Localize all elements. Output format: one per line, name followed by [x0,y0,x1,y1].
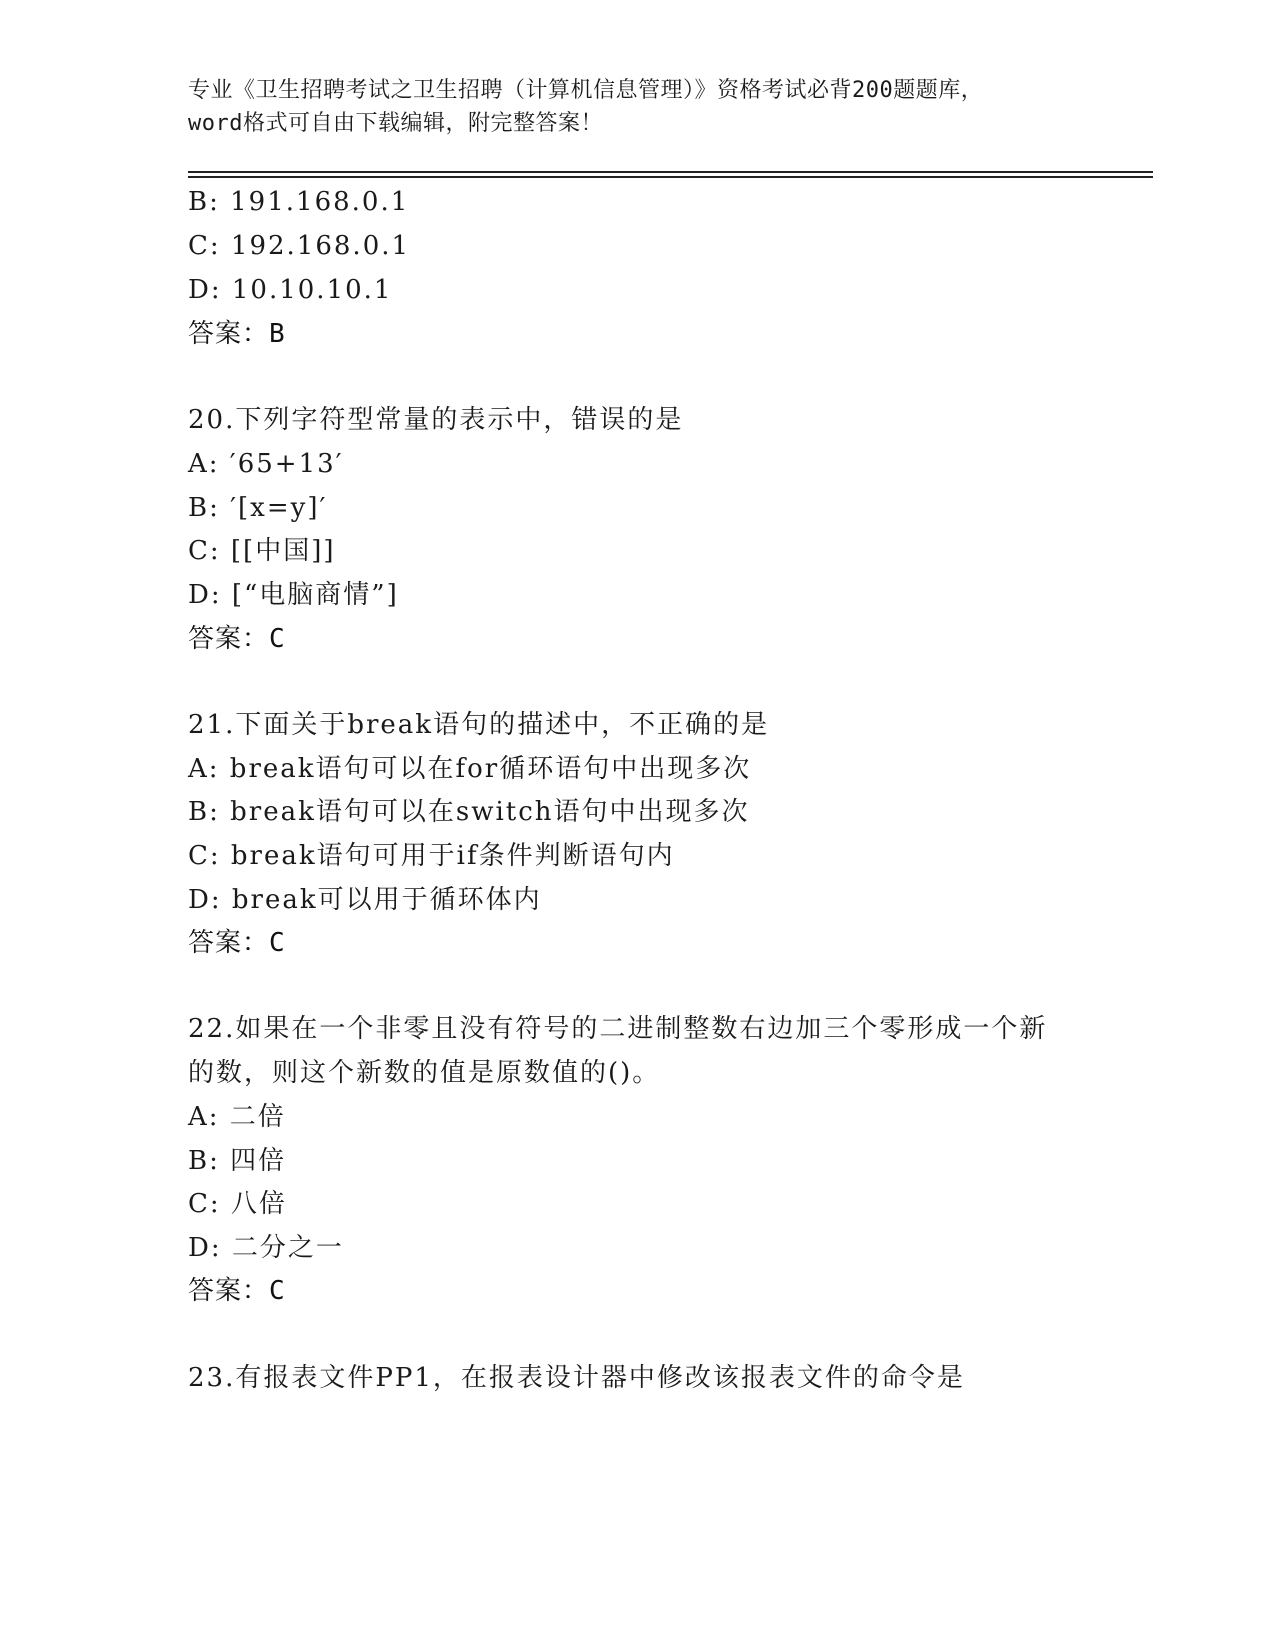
q20-option-b: B: ′[x=y]′ [188,493,328,523]
q21-option-c: C: break语句可用于if条件判断语句内 [188,841,675,871]
q21-stem: 21.下面关于break语句的描述中，不正确的是 [188,710,770,740]
q21-option-d: D: break可以用于循环体内 [188,885,542,915]
q22-stem-line-1: 22.如果在一个非零且没有符号的二进制整数右边加三个零形成一个新 [188,1014,1048,1044]
q21-option-a: A: break语句可以在for循环语句中出现多次 [188,754,752,784]
q20-stem: 20.下列字符型常量的表示中，错误的是 [188,405,684,435]
prev-option-b: B: 191.168.0.1 [188,187,410,217]
header-divider-top [188,171,1153,173]
q22-option-a: A: 二倍 [188,1102,286,1132]
document-header [188,74,1088,140]
q22-option-c: C: 八倍 [188,1189,287,1219]
prev-option-c: C: 192.168.0.1 [188,231,411,261]
q21-answer: 答案：C [188,928,286,958]
header-divider-bottom [188,176,1153,178]
q22-answer: 答案：C [188,1276,286,1306]
prev-option-d: D: 10.10.10.1 [188,275,393,305]
prev-answer: 答案：B [188,319,286,349]
q22-stem-line-2: 的数，则这个新数的值是原数值的()。 [188,1058,661,1088]
q22-option-d: D: 二分之一 [188,1233,344,1263]
q21-option-b: B: break语句可以在switch语句中出现多次 [188,797,750,827]
q20-option-c: C: [[中国]] [188,536,336,566]
q20-answer: 答案：C [188,624,286,654]
q23-stem: 23.有报表文件PP1，在报表设计器中修改该报表文件的命令是 [188,1363,965,1393]
header-line-2: word格式可自由下载编辑，附完整答案！ [188,111,603,136]
q20-option-a: A: ′65+13′ [188,449,344,479]
q22-option-b: B: 四倍 [188,1146,287,1176]
header-line-1: 专业《卫生招聘考试之卫生招聘（计算机信息管理）》资格考试必背200题题库， [188,78,984,103]
q20-option-d: D: [“电脑商情”] [188,580,399,610]
